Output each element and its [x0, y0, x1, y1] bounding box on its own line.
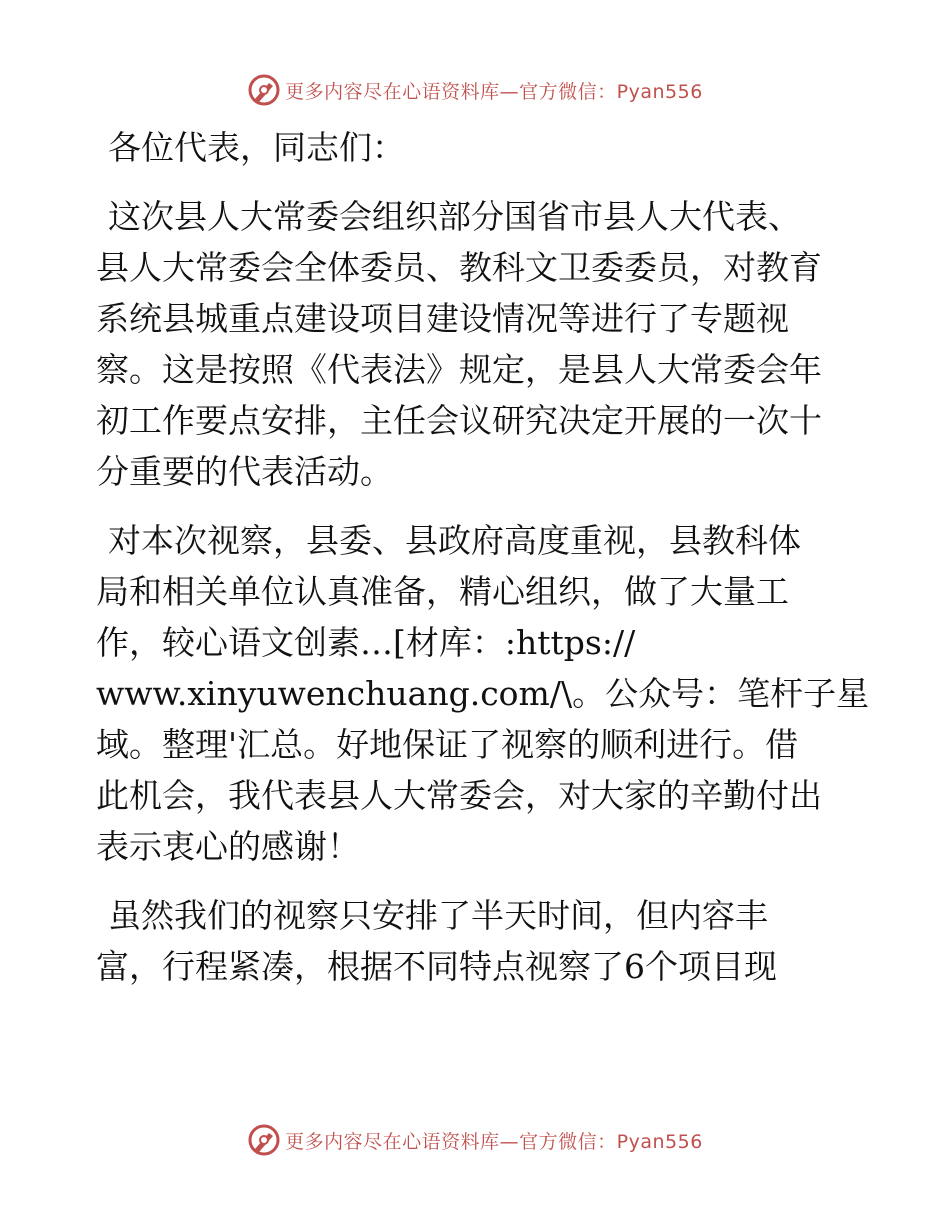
text-line: 局和相关单位认真准备，精心组织，做了大量工	[96, 572, 789, 611]
text-line: 此机会，我代表县人大常委会，对大家的辛勤付出	[96, 776, 822, 815]
text-line: 这次县人大常委会组织部分国省市县人大代表、	[108, 197, 801, 236]
text-line: 富，行程紧凑，根据不同特点视察了6个项目现	[96, 947, 777, 986]
text-line: 域。整理'汇总。好地保证了视察的顺利进行。借	[96, 725, 799, 764]
text-line: 作，较心语文创素…[材库：:https://	[96, 623, 636, 662]
header-banner-text: 更多内容尽在心语资料库—官方微信：Pyan556	[285, 80, 703, 103]
paragraph	[96, 122, 856, 173]
paragraph	[96, 515, 870, 872]
text-line: 初工作要点安排，主任会议研究决定开展的一次十	[96, 401, 822, 440]
document-body	[96, 122, 870, 1010]
text-line: 虽然我们的视察只安排了半天时间，但内容丰	[108, 896, 768, 935]
text-line: 察。这是按照《代表法》规定，是县人大常委会年	[96, 350, 822, 389]
text-line: www.xinyuwenchuang.com/\。公众号：笔杆子星	[96, 674, 870, 713]
paragraph	[96, 191, 856, 497]
text-line: 分重要的代表活动。	[96, 452, 393, 491]
brand-logo-icon	[247, 73, 281, 107]
footer-banner-text: 更多内容尽在心语资料库—官方微信：Pyan556	[285, 1130, 703, 1153]
text-line: 表示衷心的感谢！	[96, 827, 360, 866]
brand-logo-icon	[247, 1123, 281, 1157]
text-line: 系统县城重点建设项目建设情况等进行了专题视	[96, 299, 789, 338]
footer-banner	[0, 1120, 950, 1160]
text-line: 对本次视察，县委、县政府高度重视，县教科体	[108, 521, 801, 560]
text-line: 县人大常委会全体委员、教科文卫委委员，对教育	[96, 248, 822, 287]
text-line: 各位代表，同志们：	[108, 128, 405, 167]
header-banner	[0, 70, 950, 110]
paragraph	[96, 890, 856, 992]
